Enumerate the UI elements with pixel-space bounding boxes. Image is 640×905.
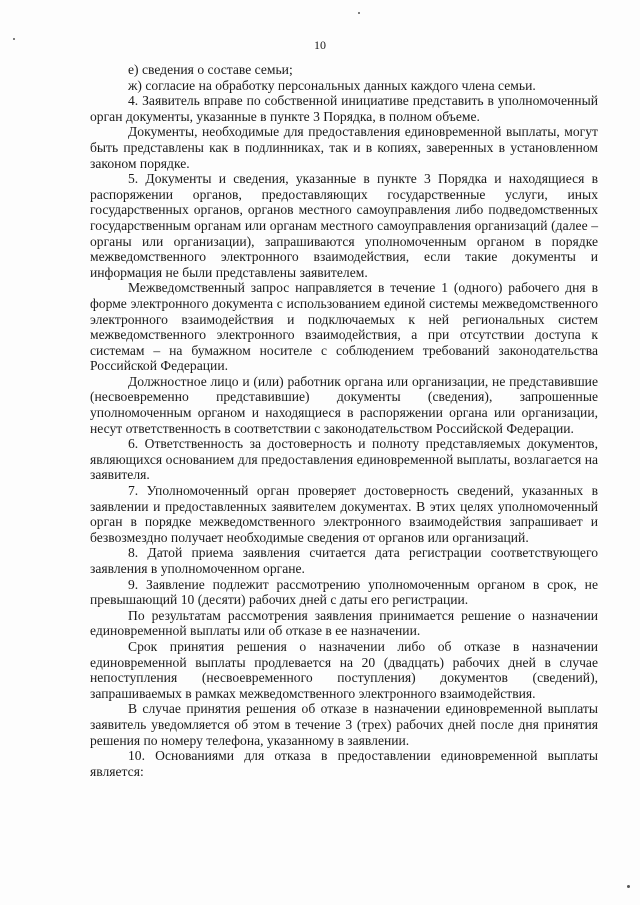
scan-speck xyxy=(358,12,360,14)
paragraph-refusal-notice: В случае принятия решения об отказе в назначении единовременной выплаты заявитель уведомляется об этом в течение 3 (трех) рабочих дней после дня принятия решения по номеру телефона, указанному в заявлении. xyxy=(90,701,598,748)
paragraph-documents-copies: Документы, необходимые для предоставления единовременной выплаты, могут быть представлены как в подлинниках, так и в копиях, заверенных в установленном законом порядке. xyxy=(90,124,598,171)
paragraph-decision: По результатам рассмотрения заявления принимается решение о назначении единовременной выплаты или об отказе в ее назначении. xyxy=(90,607,598,639)
paragraph-item-zh: ж) согласие на обработку персональных данных каждого члена семьи. xyxy=(128,77,536,93)
page-number: 10 xyxy=(314,38,326,52)
paragraph-clause-5: 5. Документы и сведения, указанные в пункте 3 Порядка и находящиеся в распоряжении органов, предоставляющих государственные услуги, иных государственных органов, органов местного самоуправления либо подведомственных государственным органам или органам местного самоуправления организаций (далее – органы или организации), запрашиваются уполномоченным органом в порядке межведомственного электронного взаимодействия, если такие документы и информация не были представлены заявителем. xyxy=(90,171,598,280)
scan-speck xyxy=(13,38,15,40)
paragraph-term-extension: Срок принятия решения о назначении либо об отказе в назначении единовременной выплаты продлевается на 20 (двадцать) рабочих дней в случае непоступления (несвоевременного поступления) документов (сведений), запрашиваемых в рамках межведомственного электронного взаимодействия. xyxy=(90,638,598,701)
document-body xyxy=(90,62,598,779)
paragraph-clause-8: 8. Датой приема заявления считается дата регистрации соответствующего заявления в уполномоченном органе. xyxy=(90,545,598,576)
paragraph-clause-9: 9. Заявление подлежит рассмотрению уполномоченным органом в срок, не превышающий 10 (десяти) рабочих дней с даты его регистрации. xyxy=(90,576,598,608)
paragraph-clause-10: 10. Основаниями для отказа в предоставлении единовременной выплаты является: xyxy=(90,748,598,779)
paragraph-official-liability: Должностное лицо и (или) работник органа или организации, не представившие (несвоевременно представившие) документы (сведения), запрошенные уполномоченным органом и находящиеся в распоряжении органа или организации, несут ответственность в соответствии с законодательством Российской Федерации. xyxy=(90,373,598,436)
scan-speck xyxy=(627,885,630,888)
paragraph-clause-4: 4. Заявитель вправе по собственной инициативе представить в уполномоченный орган документы, указанные в пункте 3 Порядка, в полном объеме. xyxy=(90,93,598,124)
paragraph-item-e: е) сведения о составе семьи; xyxy=(128,62,293,77)
paragraph-interagency-request: Межведомственный запрос направляется в течение 1 (одного) рабочего дня в форме электронного документа с использованием единой системы межведомственного электронного взаимодействия и подключаемых к ней региональных систем межведомственного электронного взаимодействия, а при отсутствии доступа к системам – на бумажном носителе с соблюдением требований законодательства Российской Федерации. xyxy=(90,280,598,374)
paragraph-clause-7: 7. Уполномоченный орган проверяет достоверность сведений, указанных в заявлении и предоставленных заявителем документах. В этих целях уполномоченный орган в порядке межведомственного электронного взаимодействия запрашивает и безвозмездно получает необходимые сведения от органов или организаций. xyxy=(90,483,598,545)
paragraph-clause-6: 6. Ответственность за достоверность и полноту представляемых документов, являющихся основанием для предоставления единовременной выплаты, возлагается на заявителя. xyxy=(90,436,598,483)
